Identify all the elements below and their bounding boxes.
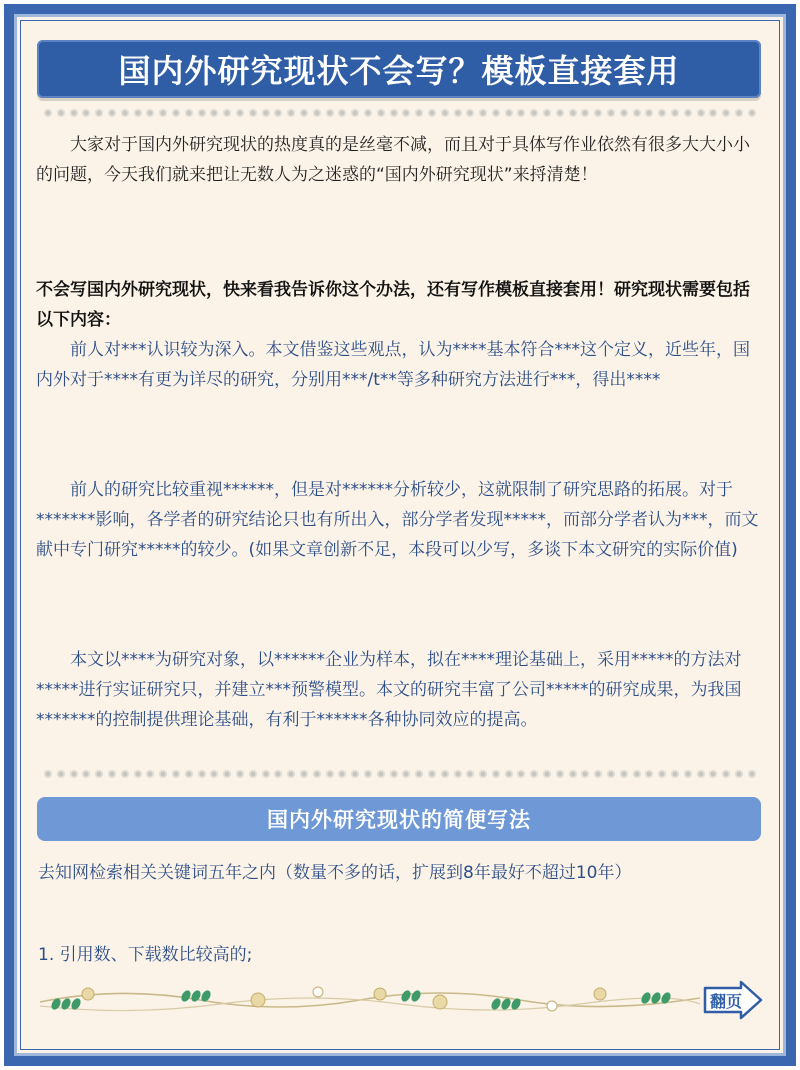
intro-paragraph: 大家对于国内外研究现状的热度真的是丝毫不减，而且对于具体写作业依然有很多大大小小的问题，今天我们就来把让无数人为之迷惑的“国内外研究现状”来捋清楚！: [36, 135, 750, 185]
next-page-button[interactable]: 翻页: [709, 991, 742, 1011]
page-title: 国内外研究现状不会写？模板直接套用: [37, 40, 761, 98]
content-paragraph-2: 前人的研究比较重视******，但是对******分析较少，这就限制了研究思路的拓展。对于*******影响，各学者的研究结论只也有所出入，部分学者发现*****，而部分学者认为***，而文献中专门研究*****的较少。(如果文章创新不足，本段可以少写，多谈下本文研究的实际价值): [36, 480, 759, 560]
section-title: 国内外研究现状的简便写法: [37, 797, 761, 841]
list-item-1: 1. 引用数、下载数比较高的;: [38, 945, 253, 965]
section-intro: 去知网检索相关关键词五年之内（数量不多的话，扩展到8年最好不超过10年）: [38, 863, 632, 883]
bold-lead-paragraph: 不会写国内外研究现状，快来看我告诉你这个办法，还有写作模板直接套用！研究现状需要包括以下内容：: [36, 280, 750, 330]
content-paragraph-3: 本文以****为研究对象，以******企业为样本，拟在****理论基础上，采用*****的方法对*****进行实证研究只，并建立***预警模型。本文的研究丰富了公司*****的研究成果，为我国*******的控制提供理论基础，有利于******各种协同效应的提高。: [36, 650, 742, 730]
flower-dot-divider-top: [44, 108, 756, 118]
content-paragraph-1: 前人对***认识较为深入。本文借鉴这些观点，认为****基本符合***这个定义，近些年，国内外对于****有更为详尽的研究，分别用***/t**等多种研究方法进行***，得出****: [36, 340, 750, 390]
leaf-vine-decoration: [40, 980, 700, 1020]
flower-dot-divider-bottom: [44, 769, 756, 779]
